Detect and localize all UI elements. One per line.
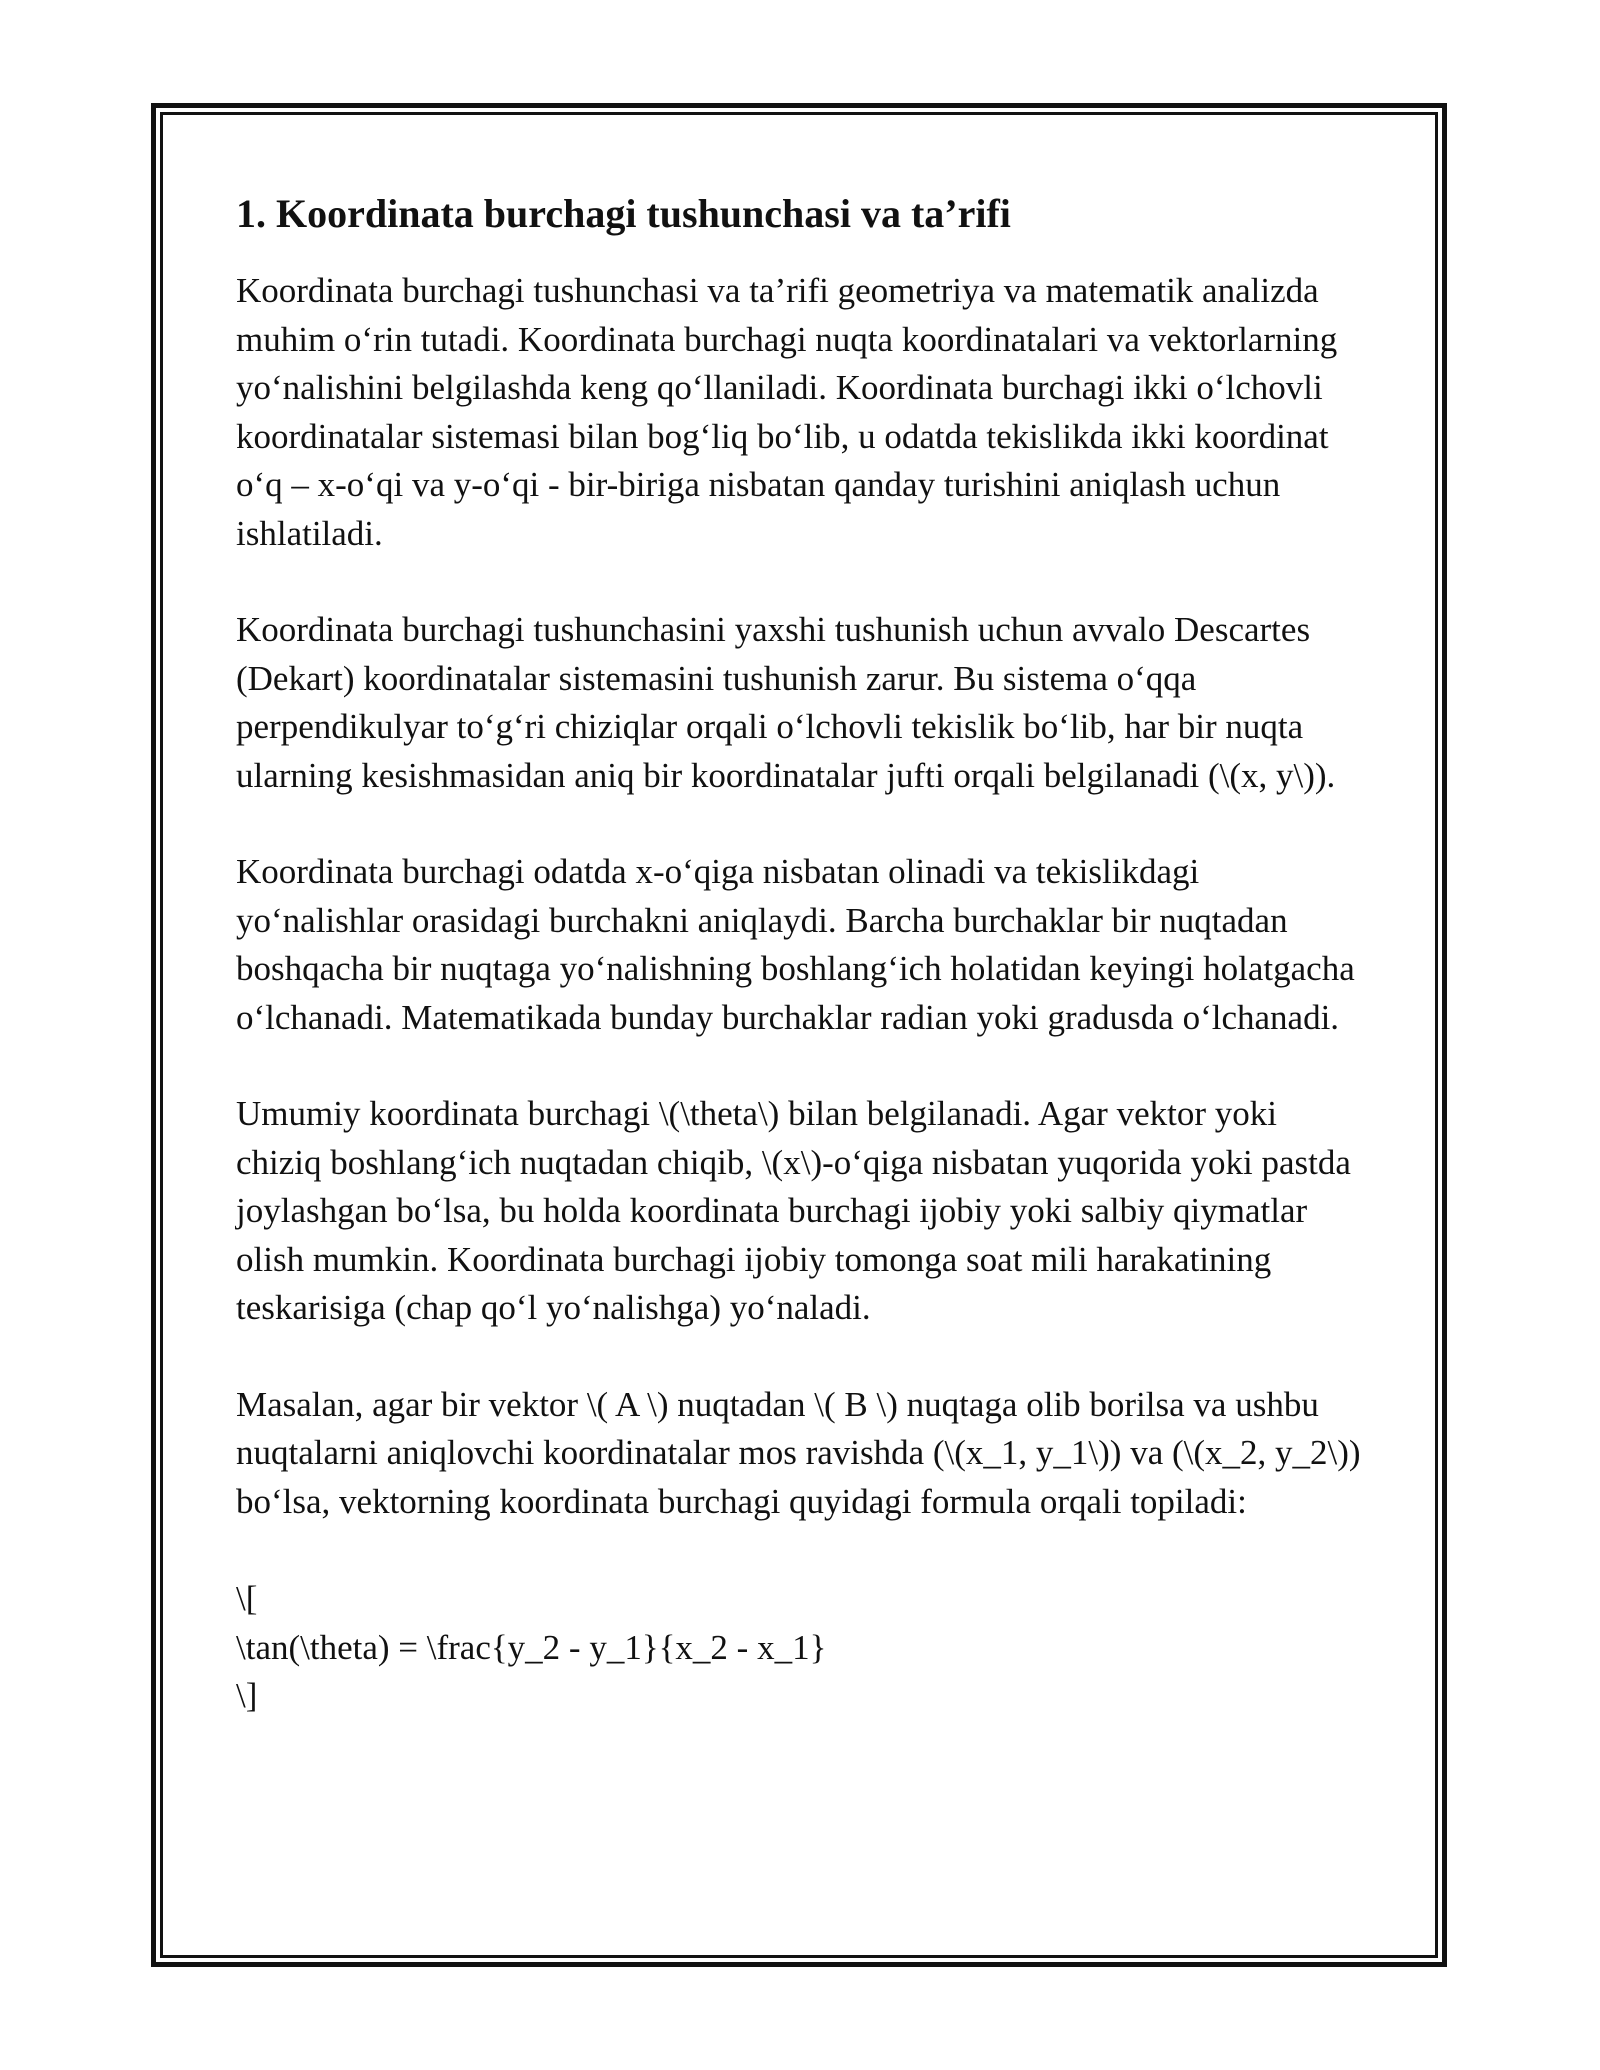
formula-open: \[ <box>236 1579 258 1618</box>
section-heading: 1. Koordinata burchagi tushunchasi va ta’rifi <box>236 191 1011 236</box>
paragraph-intro: Koordinata burchagi tushunchasi va ta’rifi geometriya va matematik analizda muhim oʻrin tutadi. Koordinata burchagi nuqta koordinatalari va vektorlarning yoʻnalishini belgilashda keng qoʻllaniladi. Koordinata burchagi ikki oʻlchovli koordinatalar sistemasi bilan bogʻliq boʻlib, u odatda tekislikda ikki koordinat oʻq – x-oʻqi va y-oʻqi - bir-biriga nisbatan qanday turishini aniqlash uchun ishlatiladi. <box>236 271 1338 553</box>
document-body <box>236 188 1366 1721</box>
formula-block <box>236 1574 1366 1721</box>
paragraph-measurement: Koordinata burchagi odatda x-oʻqiga nisbatan olinadi va tekislikdagi yoʻnalishlar orasidagi burchakni aniqlaydi. Barcha burchaklar bir nuqtadan boshqacha bir nuqtaga yoʻnalishning boshlangʻich holatidan keyingi holatgacha oʻlchanadi. Matematikada bunday burchaklar radian yoki gradusda oʻlchanadi. <box>236 852 1355 1037</box>
formula-close: \] <box>236 1676 258 1715</box>
paragraph-descartes: Koordinata burchagi tushunchasini yaxshi tushunish uchun avvalo Descartes (Dekart) koordinatalar sistemasini tushunish zarur. Bu sistema oʻqqa perpendikulyar toʻgʻri chiziqlar orqali oʻlchovli tekislik boʻlib, har bir nuqta ularning kesishmasidan aniq bir koordinatalar jufti orqali belgilanadi (\(x, y\)). <box>236 610 1336 795</box>
formula-body: \tan(\theta) = \frac{y_2 - y_1}{x_2 - x_1} <box>236 1627 827 1667</box>
paragraph-theta: Umumiy koordinata burchagi \(\theta\) bilan belgilanadi. Agar vektor yoki chiziq boshlangʻich nuqtadan chiqib, \(x\)-oʻqiga nisbatan yuqorida yoki pastda joylashgan boʻlsa, bu holda koordinata burchagi ijobiy yoki salbiy qiymatlar olish mumkin. Koordinata burchagi ijobiy tomonga soat mili harakatining teskarisiga (chap qoʻl yoʻnalishga) yoʻnaladi. <box>236 1094 1351 1327</box>
paragraph-example: Masalan, agar bir vektor \( A \) nuqtadan \( B \) nuqtaga olib borilsa va ushbu nuqtalarni aniqlovchi koordinatalar mos ravishda (\(x_1, y_1\)) va (\(x_2, y_2\)) boʻlsa, vektorning koordinata burchagi quyidagi formula orqali topiladi: <box>236 1384 1361 1521</box>
